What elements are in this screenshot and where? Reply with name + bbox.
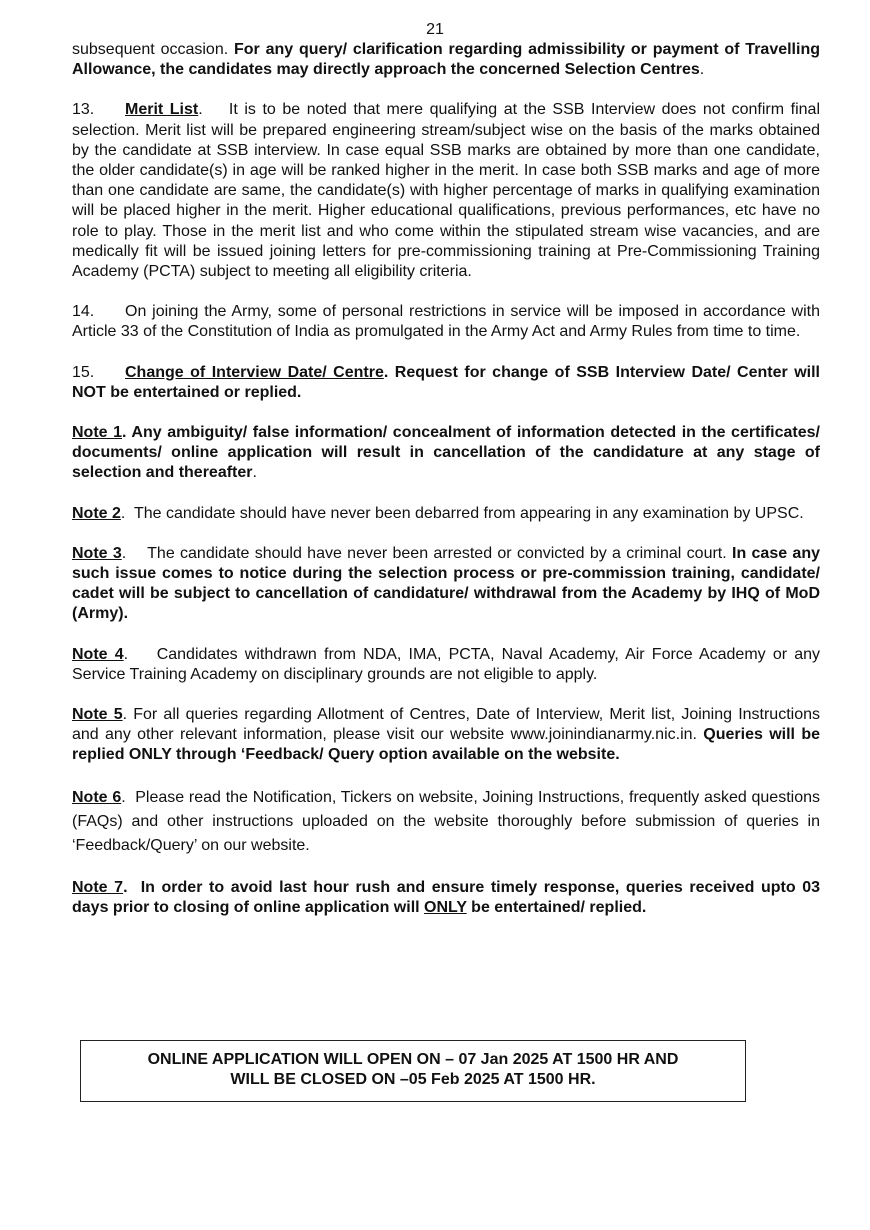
paragraph-13-merit-list: 13. Merit List. It is to be noted that mere qualifying at the SSB Interview does not confirm final selection. Merit list will be prepared engineering stream/subject wise on the basis of the marks obtained by the candidate at SSB interview. In case equal SSB marks are obtained by more than one candidate, the older candidate(s) in age will be ranked higher in the merit. In case both SSB marks and age of more than one candidate are same, the candidate(s) with higher percentage of marks in qualifying examination will be placed higher in the merit. Higher educational qualifications, previous performances, etc have no role to play. Those in the merit list and who come within the stipulated stream wise vacancies, and are medically fit will be issued joining letters for pre-commissioning training at Pre-Commissioning Training Academy (PCTA) subject to meeting all eligibility criteria.	[72, 101, 825, 281]
paragraph-continuation: subsequent occasion. For any query/ clarification regarding admissibility or payment of Travelling Allowance, the candidates may directly approach the concerned Selection Centres.	[72, 41, 820, 79]
section-heading: Change of Interview Date/ Centre	[125, 363, 384, 381]
application-dates-notice-box	[80, 1040, 746, 1102]
note-2: Note 2. The candidate should have never been debarred from appearing in any examination by UPSC.	[72, 504, 804, 522]
section-heading: Merit List	[125, 101, 199, 119]
note-label: Note 1	[72, 424, 123, 442]
note-4: Note 4. Candidates withdrawn from NDA, IMA, PCTA, Naval Academy, Air Force Academy or any Service Training Academy on disciplinary grounds are not eligible to apply.	[72, 645, 825, 683]
note-label: Note 4	[72, 645, 124, 663]
note-label: Note 6	[72, 788, 122, 806]
paragraph-number: 15.	[72, 363, 95, 381]
document-body	[72, 40, 825, 938]
note-label: Note 2	[72, 504, 121, 522]
notice-line-2: WILL BE CLOSED ON –05 Feb 2025 AT 1500 HR.	[230, 1071, 596, 1088]
paragraph-number: 13.	[72, 101, 95, 119]
paragraph-15-change-of-interview: 15. Change of Interview Date/ Centre. Request for change of SSB Interview Date/ Center will NOT be entertained or replied.	[72, 363, 820, 401]
paragraph-number: 14.	[72, 303, 95, 321]
note-3: Note 3. The candidate should have never been arrested or convicted by a criminal court. In case any such issue comes to notice during the selection process or pre-commission training, candidate/ cadet will be subject to cancellation of candidature/ withdrawal from the Academy by IHQ of MoD (Army).	[72, 544, 820, 623]
page-number: 21	[426, 21, 444, 38]
notice-line-1: ONLINE APPLICATION WILL OPEN ON – 07 Jan 2025 AT 1500 HR AND	[147, 1051, 679, 1068]
note-5: Note 5. For all queries regarding Allotment of Centres, Date of Interview, Merit list, Joining Instructions and any other relevant information, please visit our website www.joinindianarmy.nic.in. Queries will be replied ONLY through ‘Feedback/ Query option available on the website.	[72, 706, 821, 764]
note-label: Note 5	[72, 706, 123, 724]
paragraph-14: 14. On joining the Army, some of personal restrictions in service will be imposed in accordance with Article 33 of the Constitution of India as promulgated in the Army Act and Army Rules from time to time.	[72, 303, 820, 341]
note-label: Note 7	[72, 878, 124, 896]
note-6: Note 6. Please read the Notification, Tickers on website, Joining Instructions, frequently asked questions (FAQs) and other instructions uploaded on the website thoroughly before submission of queries in ‘Feedback/Query’ on our website.	[72, 788, 825, 854]
note-label: Note 3	[72, 544, 122, 562]
note-7: Note 7. In order to avoid last hour rush and ensure timely response, queries received upto 03 days prior to closing of online application will ONLY be entertained/ replied.	[72, 878, 825, 916]
note-1: Note 1. Any ambiguity/ false information/ concealment of information detected in the certificates/ documents/ online application will result in cancellation of the candidature at any stage of selection and thereafter.	[72, 424, 820, 482]
